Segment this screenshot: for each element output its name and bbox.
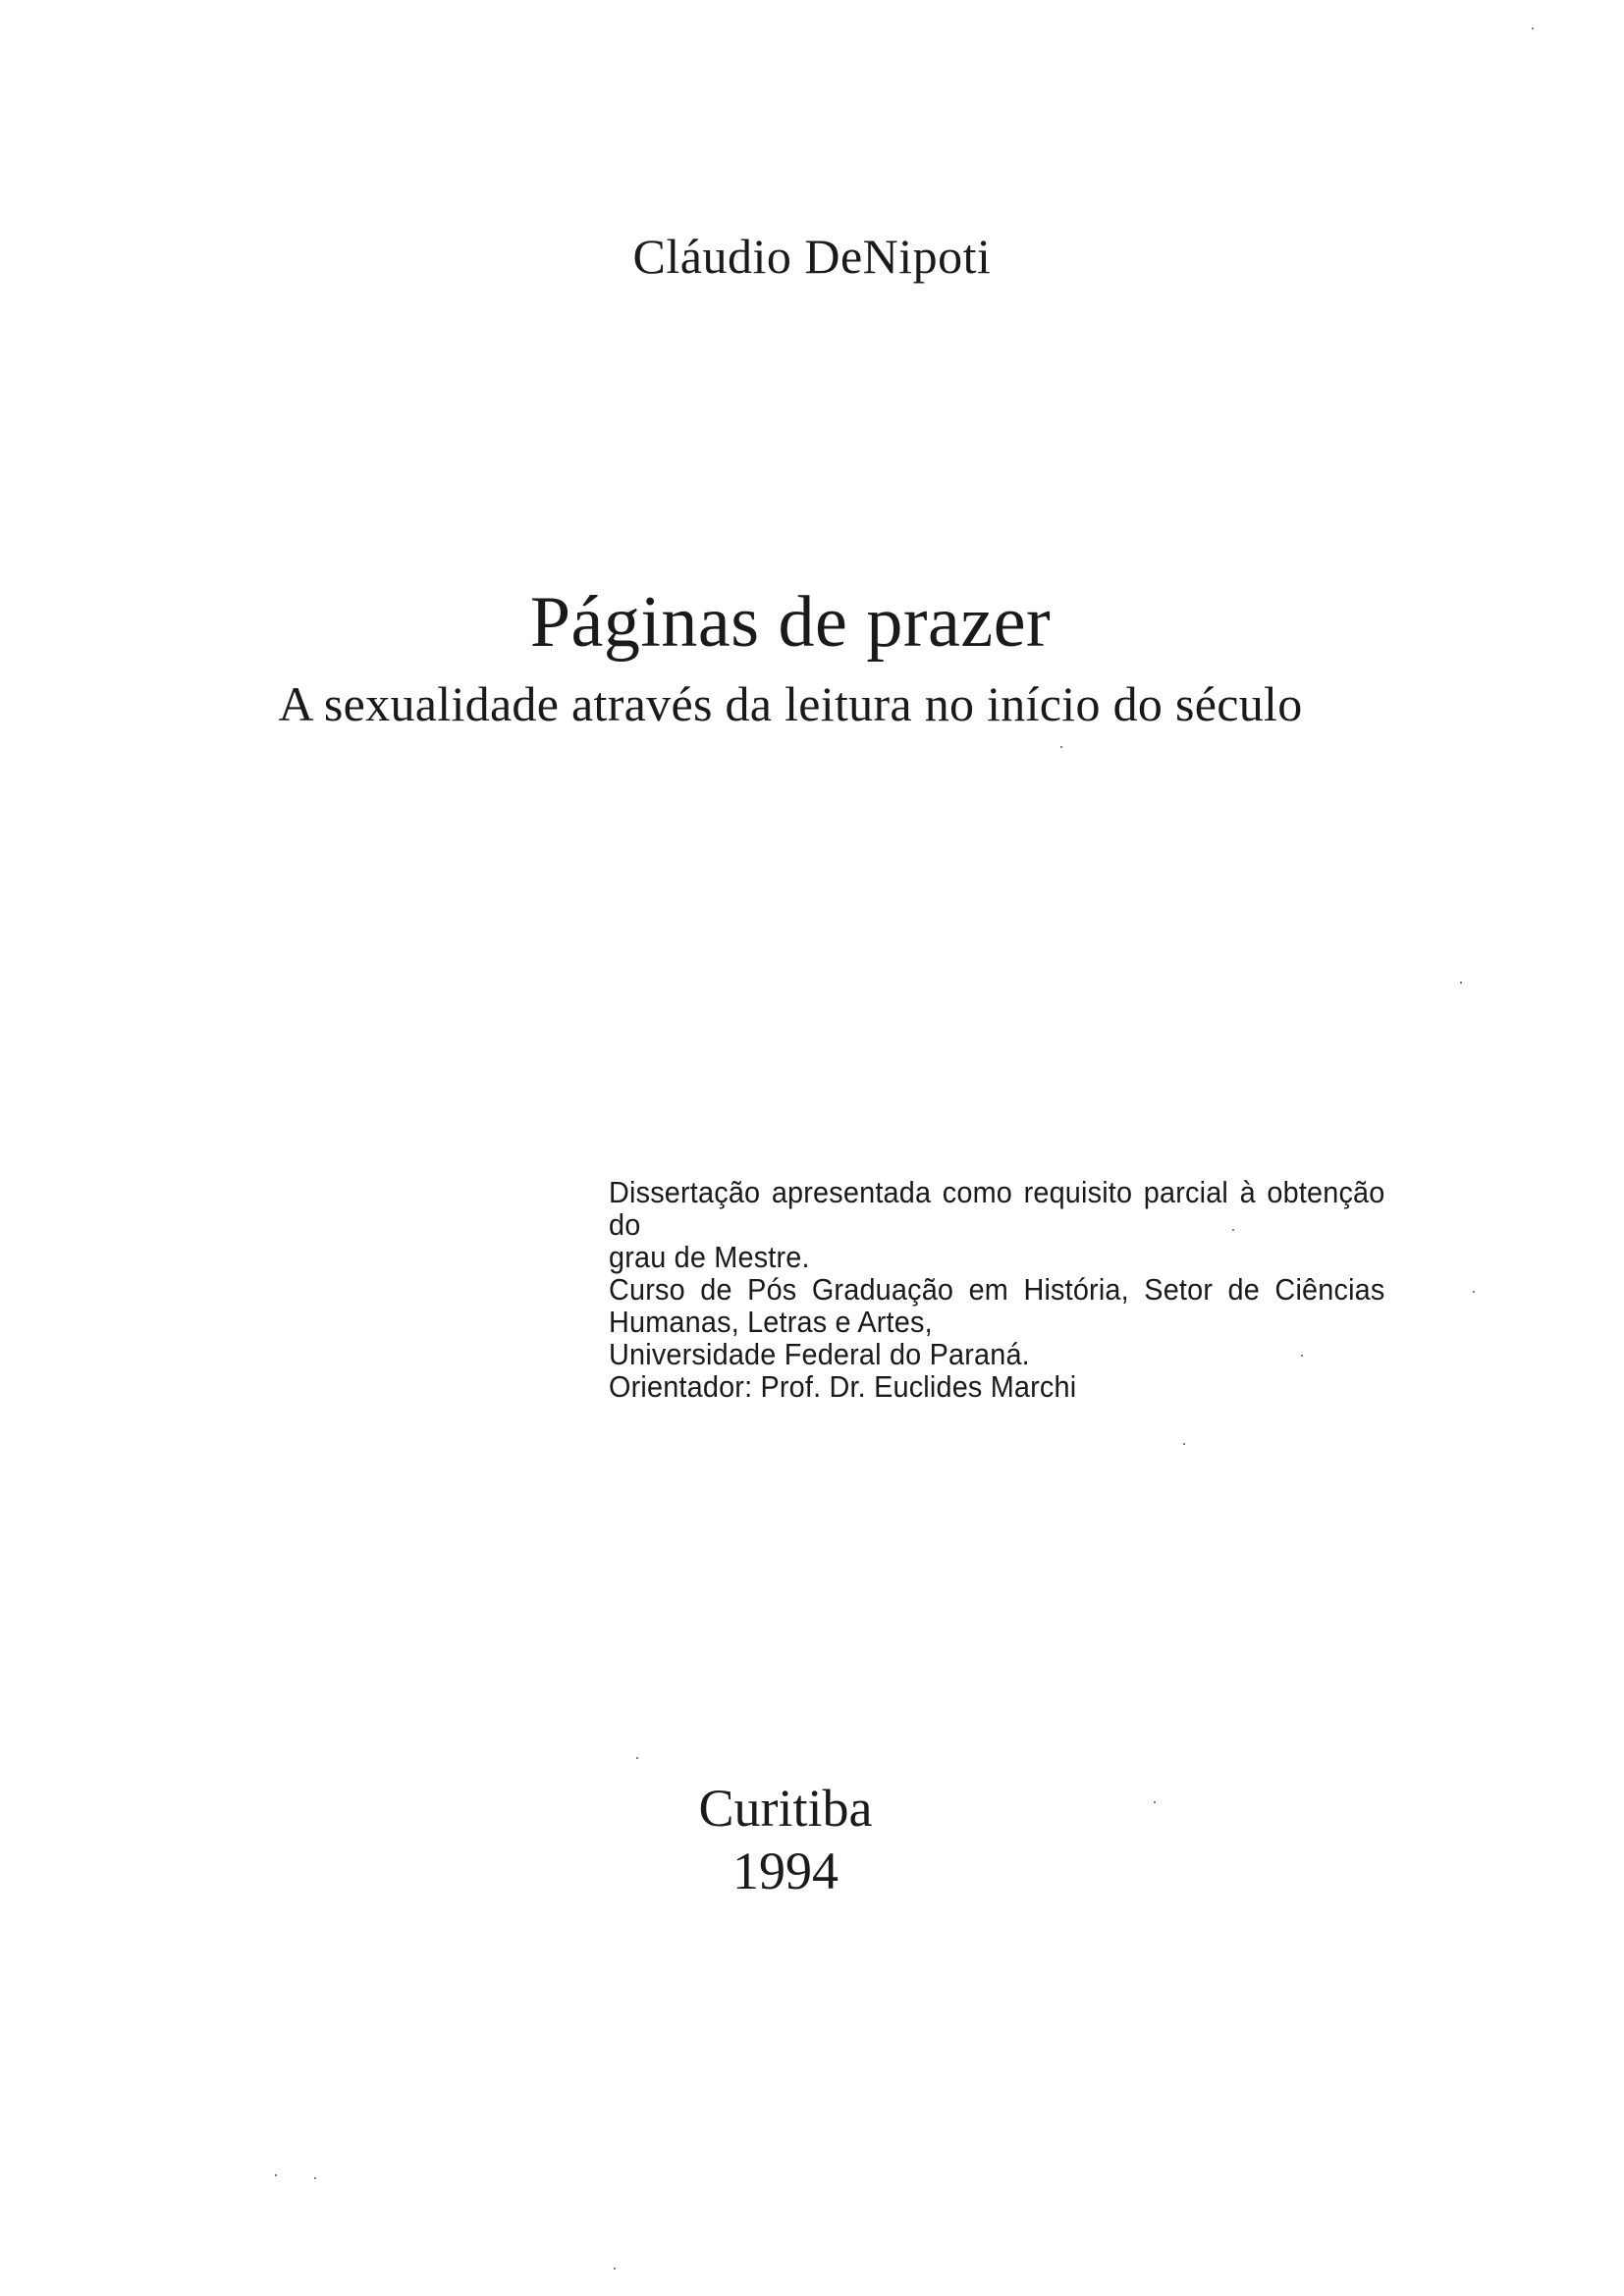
note-line: grau de Mestre.: [609, 1240, 810, 1274]
scan-speck: [1301, 1355, 1303, 1357]
scan-speck: [1154, 1801, 1156, 1803]
note-line: Humanas, Letras e Artes,: [609, 1305, 933, 1339]
scan-speck: [1183, 1443, 1185, 1445]
scan-speck: [1532, 27, 1534, 29]
dissertation-note: [609, 1176, 1385, 1403]
note-line: Curso de Pós Graduação em História, Setor de Ciências: [609, 1272, 1385, 1307]
document-title: Páginas de prazer: [529, 582, 1052, 663]
scan-speck: [1473, 1291, 1475, 1293]
scan-speck: [614, 2268, 616, 2269]
place-and-date: [0, 1777, 1571, 1902]
scan-speck: [314, 2177, 316, 2179]
scan-speck: [1460, 982, 1462, 984]
scan-speck: [275, 2174, 277, 2176]
publication-year: 1994: [732, 1842, 839, 1900]
note-line: Universidade Federal do Paraná.: [609, 1337, 1030, 1371]
note-line: Dissertação apresentada como requisito parcial à obtenção do: [609, 1175, 1385, 1242]
document-subtitle: A sexualidade através da leitura no início do século: [278, 676, 1303, 731]
author-name: Cláudio DeNipoti: [632, 229, 992, 284]
note-line: Orientador: Prof. Dr. Euclides Marchi: [609, 1369, 1077, 1404]
scan-speck: [1060, 746, 1062, 748]
scan-speck: [636, 1757, 638, 1759]
scan-speck: [1232, 1229, 1234, 1231]
city-name: Curitiba: [698, 1779, 873, 1838]
